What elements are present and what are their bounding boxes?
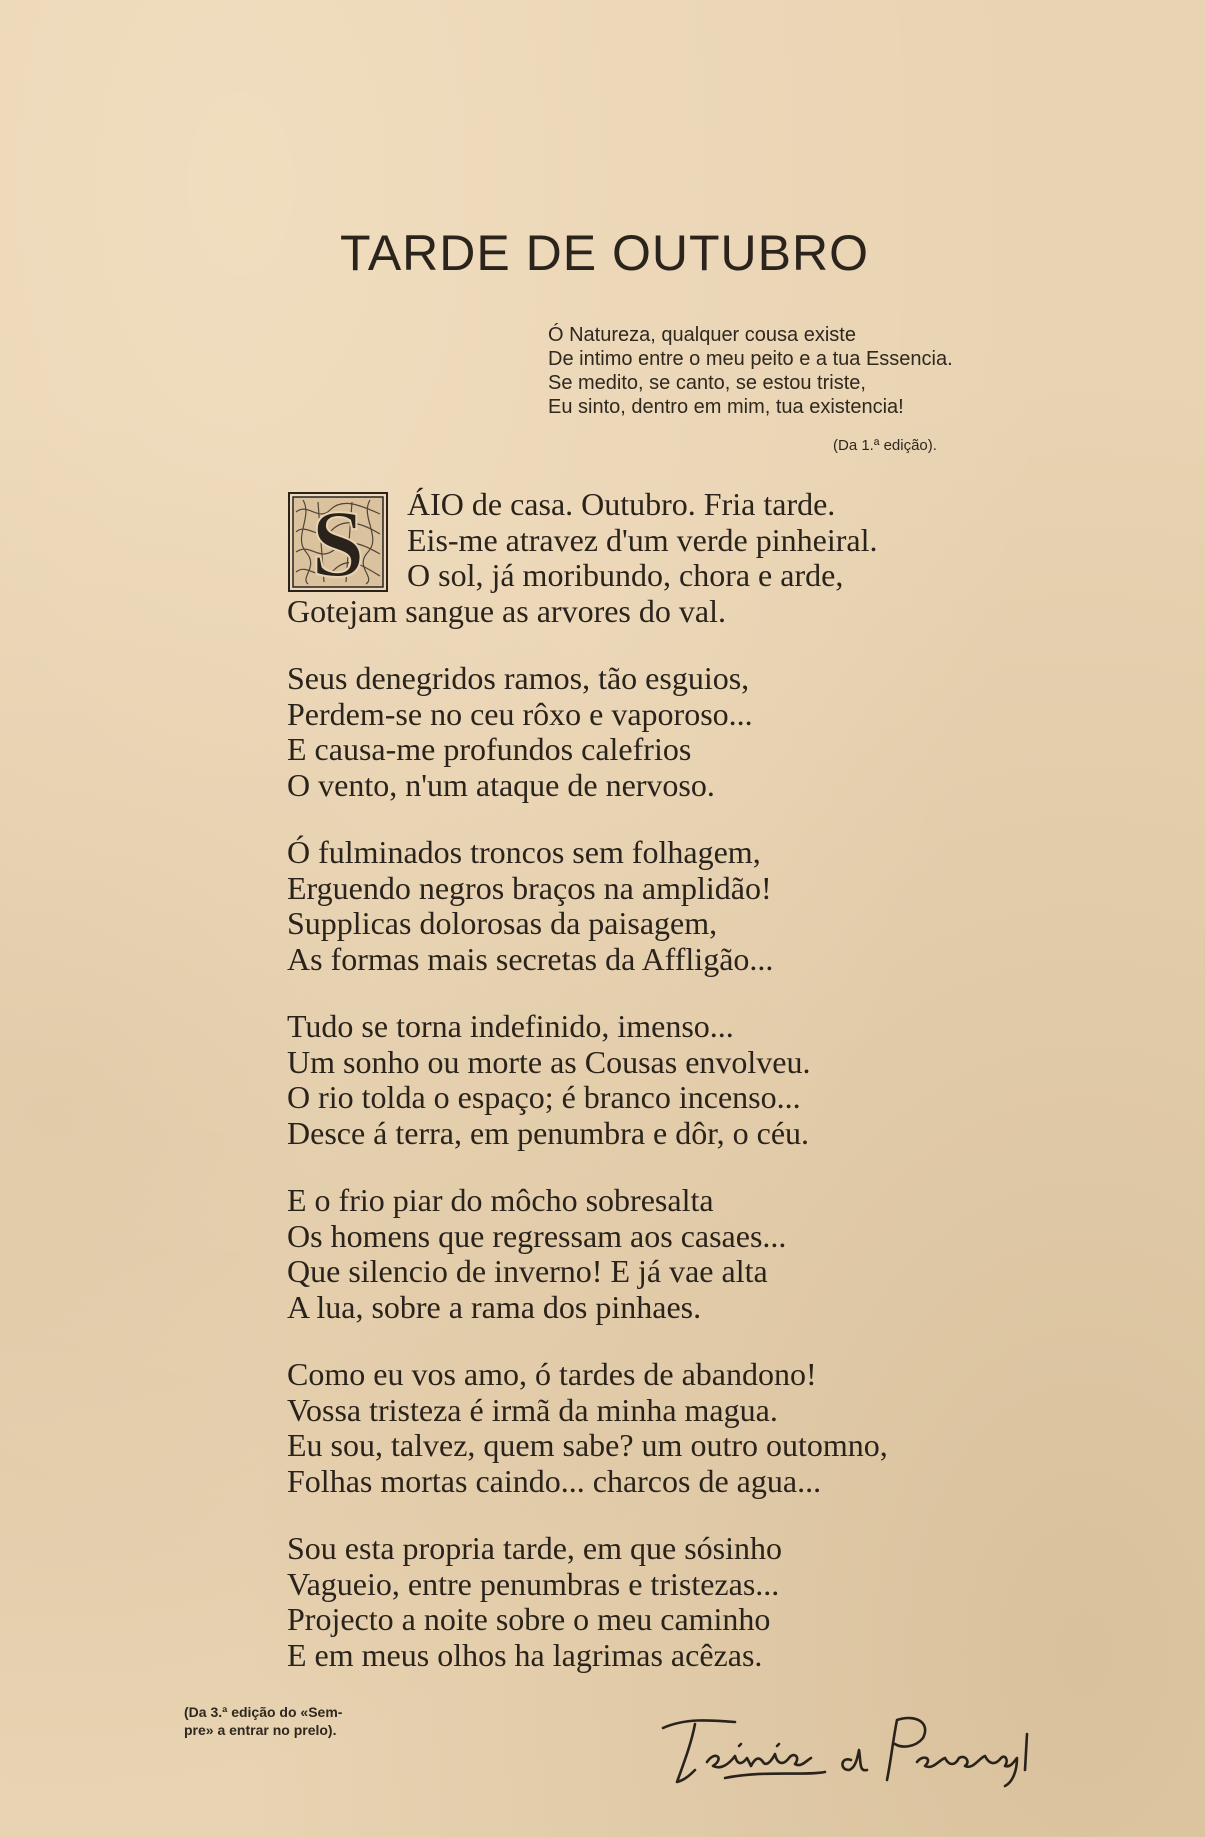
stanza [287,1009,888,1151]
poem-line: O vento, n'um ataque de nervoso. [287,766,715,803]
footnote [184,1703,342,1739]
epigraph-source: (Da 1.ª edição). [833,437,937,454]
footnote-line: (Da 3.ª edição do «Sem- [184,1704,343,1720]
poem-line: Folhas mortas caindo... charcos de agua... [287,1462,822,1499]
poem-line: As formas mais secretas da Affligão... [287,940,774,977]
poem-line: Tudo se torna indefinido, imenso... [287,1008,734,1044]
epigraph [548,323,953,419]
stanza [287,1357,888,1499]
poem-line: Supplicas dolorosas da paisagem, [287,905,718,941]
poem-line: O rio tolda o espaço; é branco incenso... [287,1079,801,1115]
poem-title: TARDE DE OUTUBRO [340,225,869,281]
epigraph-line: De intimo entre o meu peito e a tua Essencia. [548,348,953,370]
poem-line: Eis-me atravez d'um verde pinheiral. [407,521,878,558]
poem-line: Desce á terra, em penumbra e dôr, o céu. [287,1114,810,1151]
author-signature [655,1700,1035,1790]
poem-line: Gotejam sangue as arvores do val. [287,592,726,629]
stanza [287,1183,888,1325]
poem-line: Projecto a noite sobre o meu caminho [287,1601,771,1637]
poem-line: Como eu vos amo, ó tardes de abandono! [287,1356,817,1392]
poem-line: E o frio piar do môcho sobresalta [287,1182,714,1218]
poem-line: Sou esta propria tarde, em que sósinho [287,1530,782,1566]
poem-line: Seus denegridos ramos, tão esguios, [287,660,750,696]
poem-body [287,487,888,1705]
poem-line: Vagueio, entre penumbras e tristezas... [287,1565,780,1602]
stanza [287,661,888,803]
epigraph-line: Ó Natureza, qualquer cousa existe [548,324,856,346]
poem-line: Os homens que regressam aos casaes... [287,1217,787,1254]
poem-line: Vossa tristeza é irmã da minha magua. [287,1391,778,1428]
poem-line: Que silencio de inverno! E já vae alta [287,1253,768,1289]
poem-line: Eu sou, talvez, quem sabe? um outro outomno, [287,1427,888,1463]
poem-line: Perdem-se no ceu rôxo e vaporoso... [287,695,753,732]
footnote-line: pre» a entrar no prelo). [184,1722,337,1738]
dropcap-letter: S [311,492,365,592]
poem-line: E causa-me profundos calefrios [287,731,692,767]
poem-line: Ó fulminados troncos sem folhagem, [287,834,761,870]
poem-line: ÁIO de casa. Outubro. Fria tarde. [407,486,836,522]
epigraph-line: Eu sinto, dentro em mim, tua existencia! [548,396,904,418]
epigraph-line: Se medito, se canto, se estou triste, [548,372,866,394]
poem-line: O sol, já moribundo, chora e arde, [407,557,844,593]
stanza [287,1531,888,1673]
poem-line: Um sonho ou morte as Cousas envolveu. [287,1043,811,1080]
stanza [287,835,888,977]
stanza [287,487,888,629]
poem-line: Erguendo negros braços na amplidão! [287,869,772,906]
poem-line: E em meus olhos ha lagrimas acêzas. [287,1636,763,1673]
poem-line: A lua, sobre a rama dos pinhaes. [287,1288,702,1325]
